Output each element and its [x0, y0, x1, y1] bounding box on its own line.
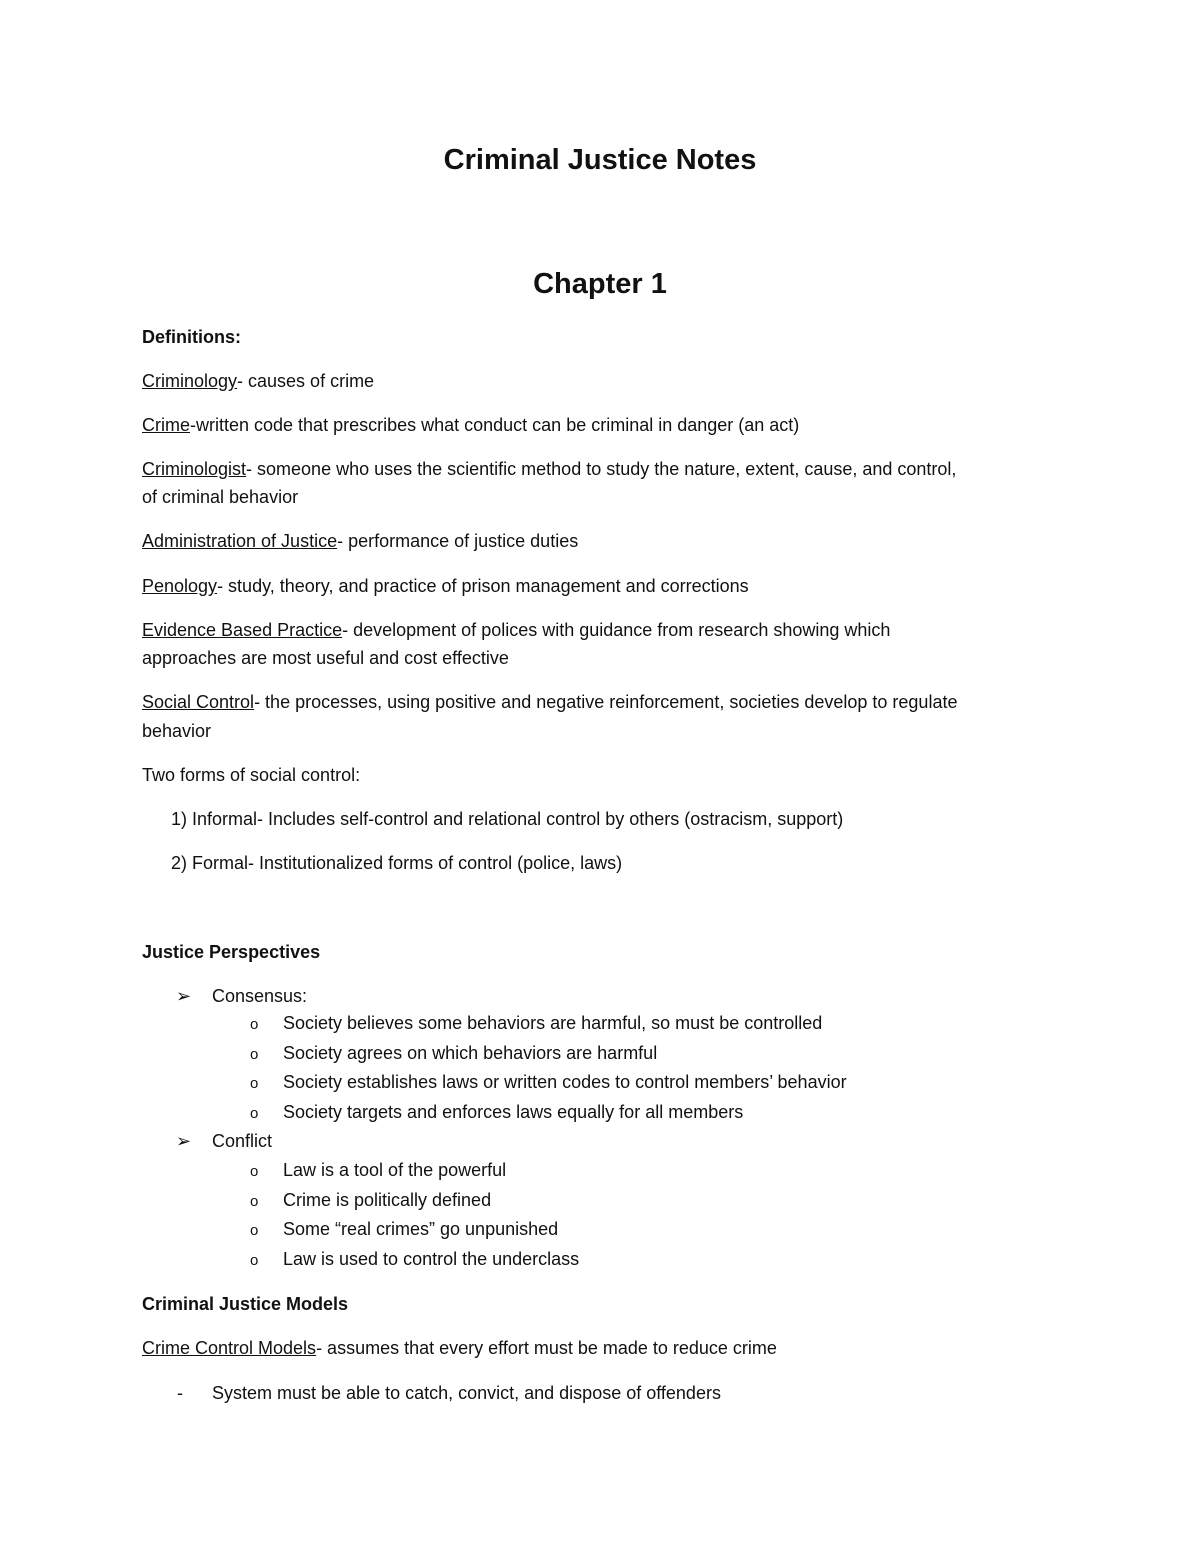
circle-bullet-icon: o	[250, 1193, 259, 1210]
arrow-bullet-icon: ➢	[176, 986, 192, 1006]
arrow-bullet-icon: ➢	[176, 1131, 192, 1151]
definition-text: - assumes that every effort must be made to reduce crime	[316, 1338, 777, 1358]
justice-perspectives-heading: Justice Perspectives	[142, 942, 321, 962]
list-item: Society targets and enforces laws equally for all members	[283, 1102, 744, 1122]
list-item: System must be able to catch, convict, and dispose of offenders	[212, 1383, 721, 1403]
document-title: Criminal Justice Notes	[443, 144, 757, 176]
list-item: Law is used to control the underclass	[283, 1249, 580, 1269]
list-item: Society believes some behaviors are harmful, so must be controlled	[283, 1013, 823, 1033]
definition-evidence-based-practice	[142, 616, 890, 645]
social-control-form-formal: 2) Formal- Institutionalized forms of control (police, laws)	[171, 853, 623, 873]
list-item: Society agrees on which behaviors are harmful	[283, 1043, 658, 1063]
criminal-justice-models-heading: Criminal Justice Models	[142, 1294, 349, 1314]
definition-text: - causes of crime	[237, 371, 375, 391]
definition-text: - study, theory, and practice of prison management and corrections	[217, 576, 749, 596]
definition-text: - the processes, using positive and negative reinforcement, societies develop to regulate	[254, 692, 958, 712]
definition-term: Penology	[142, 576, 218, 596]
definition-text: - development of polices with guidance from research showing which	[342, 620, 891, 640]
perspective-conflict-label: Conflict	[212, 1131, 273, 1151]
definition-criminology	[142, 367, 374, 396]
definition-term: Crime	[142, 415, 190, 435]
circle-bullet-icon: o	[250, 1222, 259, 1239]
definition-term: Administration of Justice	[142, 531, 338, 551]
circle-bullet-icon: o	[250, 1016, 259, 1033]
circle-bullet-icon: o	[250, 1163, 259, 1180]
chapter-title: Chapter 1	[533, 268, 667, 300]
circle-bullet-icon: o	[250, 1075, 259, 1092]
definition-text: -written code that prescribes what conduct can be criminal in danger (an act)	[190, 415, 800, 435]
definition-text: - someone who uses the scientific method to study the nature, extent, cause, and control,	[246, 459, 957, 479]
circle-bullet-icon: o	[250, 1252, 259, 1269]
definition-evidence-based-practice-continued: approaches are most useful and cost effective	[142, 648, 509, 668]
list-item: Law is a tool of the powerful	[283, 1160, 507, 1180]
definition-social-control-continued: behavior	[142, 721, 212, 741]
definition-term: Criminology	[142, 371, 238, 391]
definitions-heading: Definitions:	[142, 327, 241, 347]
definition-criminologist-continued: of criminal behavior	[142, 487, 299, 507]
list-item: Crime is politically defined	[283, 1190, 492, 1210]
definition-term: Criminologist	[142, 459, 247, 479]
list-item: Some “real crimes” go unpunished	[283, 1219, 559, 1239]
social-control-form-informal: 1) Informal- Includes self-control and relational control by others (ostracism, support)	[171, 809, 844, 829]
definition-term: Social Control	[142, 692, 255, 712]
circle-bullet-icon: o	[250, 1105, 259, 1122]
definition-penology	[142, 572, 749, 601]
list-item: Society establishes laws or written codes to control members’ behavior	[283, 1072, 847, 1092]
definition-crime-control-models	[142, 1334, 777, 1363]
definition-administration-of-justice	[142, 527, 578, 556]
definition-term: Evidence Based Practice	[142, 620, 343, 640]
dash-bullet-icon: -	[177, 1383, 183, 1403]
social-control-forms-heading: Two forms of social control:	[142, 765, 361, 785]
definition-crime	[142, 411, 799, 440]
definition-term: Crime Control Models	[142, 1338, 317, 1358]
definition-criminologist	[142, 455, 956, 484]
definition-social-control	[142, 688, 957, 717]
circle-bullet-icon: o	[250, 1046, 259, 1063]
definition-text: - performance of justice duties	[337, 531, 579, 551]
perspective-consensus-label: Consensus:	[212, 986, 308, 1006]
